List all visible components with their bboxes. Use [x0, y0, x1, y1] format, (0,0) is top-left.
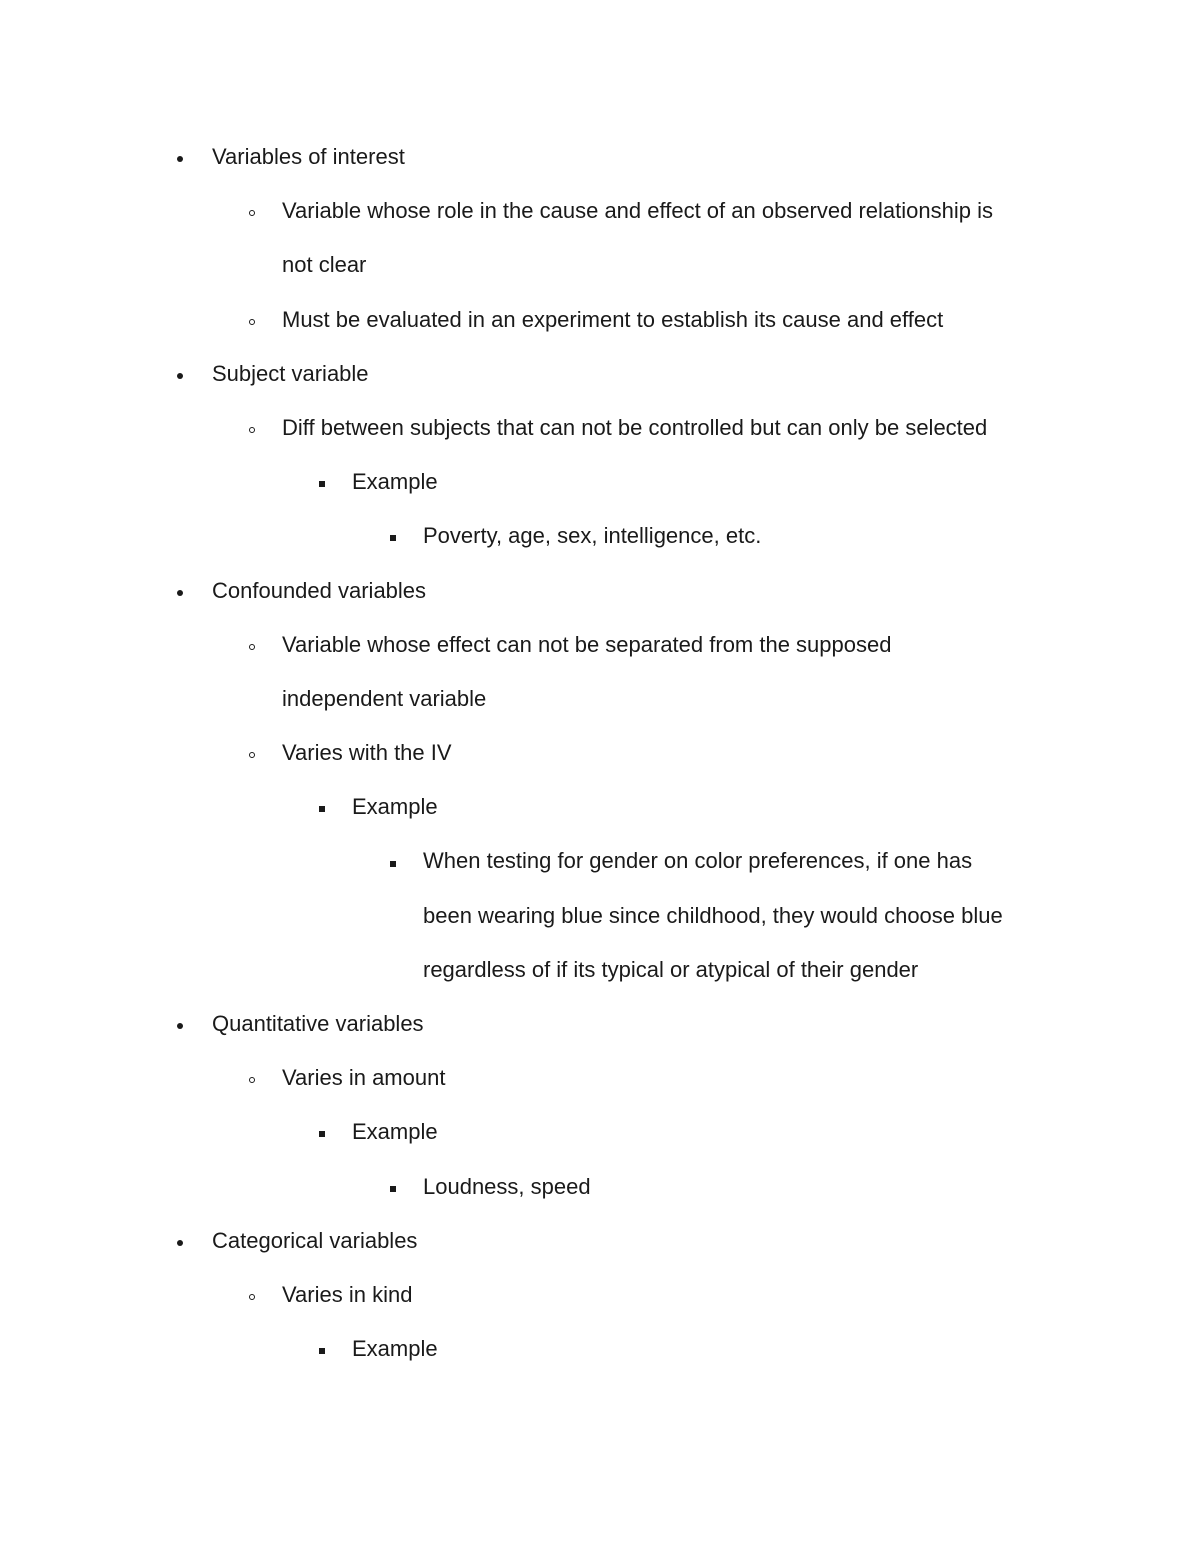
bullet-square-icon — [319, 780, 325, 834]
bullet-square-icon — [390, 1186, 396, 1192]
list-item-text: Confounded variables — [212, 577, 427, 603]
bullet-ring-icon — [249, 319, 255, 325]
bullet-square-icon — [390, 1160, 396, 1214]
bullet-ring-icon — [249, 618, 255, 672]
bullet-ring-icon — [249, 1051, 255, 1105]
list-item-text: Example — [352, 1336, 438, 1362]
bullet-ring-icon — [249, 726, 255, 780]
list-item-level-2 — [0, 726, 1200, 780]
list-item-text: Subject variable — [212, 360, 369, 386]
bullet-ring-icon — [249, 1268, 255, 1322]
list-item-level-3 — [0, 1322, 1200, 1376]
bullet-ring-icon — [249, 210, 255, 216]
bullet-dot-icon — [177, 564, 183, 618]
list-item-text: Diff between subjects that can not be controlled but can only be selected — [282, 414, 988, 440]
list-item-continuation — [0, 672, 1200, 726]
bullet-square-icon — [390, 535, 396, 541]
list-item-text: Example — [352, 794, 438, 820]
list-item-text: Variable whose effect can not be separated from the supposed — [282, 631, 892, 657]
list-item-level-1 — [0, 997, 1200, 1051]
bullet-dot-icon — [177, 997, 183, 1051]
list-item-level-4 — [0, 509, 1200, 563]
list-item-text: Example — [352, 469, 438, 495]
bullet-ring-icon — [249, 184, 255, 238]
list-item-level-1 — [0, 347, 1200, 401]
list-item-continuation — [0, 943, 1200, 997]
list-item-text: regardless of if its typical or atypical of their gender — [423, 956, 919, 982]
list-item-level-1 — [0, 1214, 1200, 1268]
bullet-square-icon — [319, 481, 325, 487]
list-item-level-2 — [0, 401, 1200, 455]
list-item-continuation — [0, 889, 1200, 943]
bullet-ring-icon — [249, 401, 255, 455]
list-item-text: Varies in amount — [282, 1065, 446, 1091]
list-item-text: Must be evaluated in an experiment to establish its cause and effect — [282, 306, 944, 332]
list-item-text: Variables of interest — [212, 144, 405, 169]
list-item-text: Varies with the IV — [282, 740, 452, 766]
list-item-level-2 — [0, 618, 1200, 672]
bullet-dot-icon — [177, 1023, 183, 1029]
list-item-continuation — [0, 238, 1200, 292]
list-item-level-3 — [0, 1105, 1200, 1159]
list-item-text: Categorical variables — [212, 1227, 418, 1253]
list-item-text: When testing for gender on color preferences, if one has — [423, 848, 973, 874]
list-item-level-2 — [0, 1051, 1200, 1105]
bullet-ring-icon — [249, 1294, 255, 1300]
list-item-level-3 — [0, 455, 1200, 509]
bullet-ring-icon — [249, 1077, 255, 1083]
bullet-dot-icon — [177, 347, 183, 401]
bullet-square-icon — [319, 1131, 325, 1137]
bullet-ring-icon — [249, 752, 255, 758]
list-item-text: not clear — [282, 252, 367, 278]
bullet-dot-icon — [177, 1214, 183, 1268]
bullet-square-icon — [390, 861, 396, 867]
list-item-level-3 — [0, 780, 1200, 834]
list-item-text: Quantitative variables — [212, 1011, 424, 1036]
bullet-dot-icon — [177, 590, 183, 596]
bullet-dot-icon — [177, 156, 183, 162]
bullet-square-icon — [390, 509, 396, 563]
list-item-level-2 — [0, 1268, 1200, 1322]
list-item-text: Variable whose role in the cause and effect of an observed relationship is — [282, 198, 993, 224]
list-item-level-4 — [0, 834, 1200, 888]
bullet-outline — [0, 130, 1200, 1376]
list-item-text: Poverty, age, sex, intelligence, etc. — [423, 523, 762, 549]
bullet-square-icon — [319, 806, 325, 812]
list-item-level-1 — [0, 130, 1200, 184]
bullet-square-icon — [319, 455, 325, 509]
list-item-level-2 — [0, 293, 1200, 347]
bullet-ring-icon — [249, 427, 255, 433]
list-item-text: independent variable — [282, 685, 487, 711]
bullet-ring-icon — [249, 293, 255, 347]
bullet-square-icon — [319, 1322, 325, 1376]
list-item-text: been wearing blue since childhood, they would choose blue — [423, 902, 1003, 928]
bullet-square-icon — [319, 1348, 325, 1354]
list-item-level-4 — [0, 1160, 1200, 1214]
list-item-text: Example — [352, 1119, 438, 1145]
bullet-dot-icon — [177, 373, 183, 379]
list-item-level-2 — [0, 184, 1200, 238]
bullet-square-icon — [390, 834, 396, 888]
bullet-dot-icon — [177, 130, 183, 184]
list-item-text: Varies in kind — [282, 1281, 413, 1307]
bullet-dot-icon — [177, 1240, 183, 1246]
bullet-ring-icon — [249, 644, 255, 650]
list-item-text: Loudness, speed — [423, 1173, 591, 1199]
list-item-level-1 — [0, 564, 1200, 618]
bullet-square-icon — [319, 1105, 325, 1159]
